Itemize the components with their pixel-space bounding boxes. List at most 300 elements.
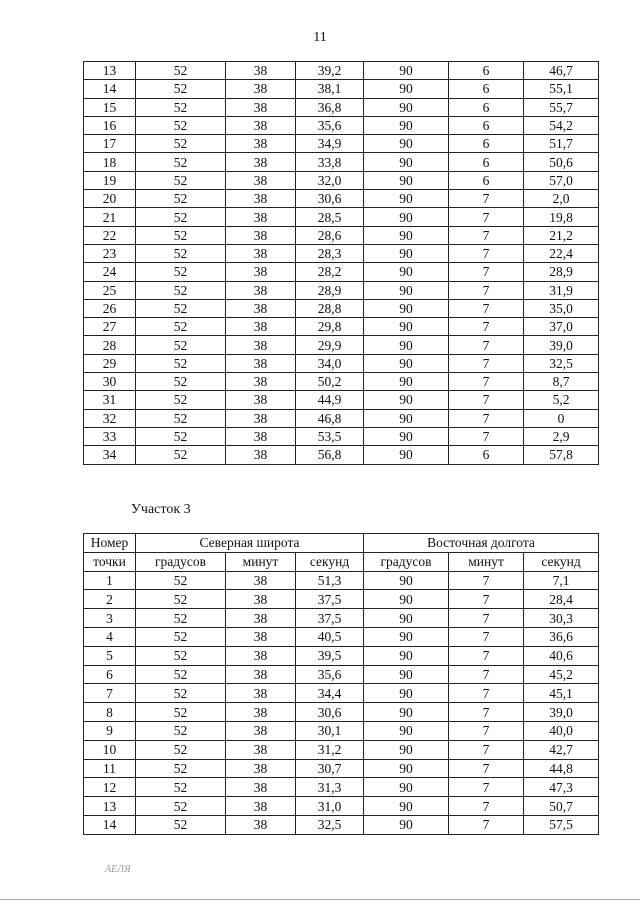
- table-cell: 28,2: [296, 263, 364, 281]
- table-cell: 6: [449, 116, 524, 134]
- table-row: [84, 815, 599, 834]
- table-cell: 54,2: [524, 116, 599, 134]
- table-cell: 90: [364, 665, 449, 684]
- table-cell: 7: [449, 815, 524, 834]
- table-cell: 52: [136, 609, 226, 628]
- table-cell: 52: [136, 778, 226, 797]
- table-cell: 52: [136, 336, 226, 354]
- table-row: [84, 571, 599, 590]
- table-cell: 90: [364, 609, 449, 628]
- table-cell: 51,3: [296, 571, 364, 590]
- table-cell: 38: [226, 336, 296, 354]
- table-cell: 90: [364, 135, 449, 153]
- table-cell: 38: [226, 190, 296, 208]
- table-row: [84, 740, 599, 759]
- table-cell: 52: [136, 373, 226, 391]
- table-cell: 52: [136, 98, 226, 116]
- table-cell: 38: [226, 354, 296, 372]
- table-cell: 90: [364, 740, 449, 759]
- table-cell: 90: [364, 646, 449, 665]
- table-cell: 38: [226, 80, 296, 98]
- header-lon-minutes: минут: [449, 552, 524, 571]
- table-cell: 14: [84, 80, 136, 98]
- table-row: [84, 590, 599, 609]
- table-cell: 39,0: [524, 336, 599, 354]
- table-cell: 90: [364, 226, 449, 244]
- table-cell: 7: [449, 778, 524, 797]
- table-cell: 52: [136, 590, 226, 609]
- table-cell: 35,6: [296, 116, 364, 134]
- table-cell: 56,8: [296, 446, 364, 464]
- table-cell: 53,5: [296, 427, 364, 445]
- table-cell: 13: [84, 62, 136, 80]
- table-cell: 7: [449, 190, 524, 208]
- table-cell: 33: [84, 427, 136, 445]
- table-row: [84, 318, 599, 336]
- table-cell: 39,5: [296, 646, 364, 665]
- table-cell: 28,3: [296, 244, 364, 262]
- table-row: [84, 646, 599, 665]
- table-cell: 38: [226, 571, 296, 590]
- table-cell: 23: [84, 244, 136, 262]
- table-cell: 22: [84, 226, 136, 244]
- table-cell: 90: [364, 318, 449, 336]
- table-cell: 30,1: [296, 721, 364, 740]
- table-cell: 90: [364, 721, 449, 740]
- table-cell: 90: [364, 244, 449, 262]
- table-cell: 7: [449, 208, 524, 226]
- table-cell: 55,7: [524, 98, 599, 116]
- table-row: [84, 759, 599, 778]
- table-cell: 38: [226, 281, 296, 299]
- table-cell: 38: [226, 391, 296, 409]
- table-cell: 90: [364, 446, 449, 464]
- table-cell: 26: [84, 299, 136, 317]
- table-cell: 90: [364, 590, 449, 609]
- table-cell: 90: [364, 116, 449, 134]
- table-row: [84, 281, 599, 299]
- table-cell: 38: [226, 609, 296, 628]
- table-cell: 7: [84, 684, 136, 703]
- table-cell: 38: [226, 590, 296, 609]
- table-cell: 30,6: [296, 703, 364, 722]
- table-cell: 38: [226, 703, 296, 722]
- table-cell: 37,5: [296, 609, 364, 628]
- table-cell: 6: [84, 665, 136, 684]
- table-cell: 57,0: [524, 171, 599, 189]
- table-cell: 22,4: [524, 244, 599, 262]
- table-cell: 90: [364, 263, 449, 281]
- table-row: [84, 391, 599, 409]
- table-cell: 7: [449, 263, 524, 281]
- header-lon-degrees: градусов: [364, 552, 449, 571]
- table-cell: 50,2: [296, 373, 364, 391]
- table-row: [84, 116, 599, 134]
- table-cell: 27: [84, 318, 136, 336]
- table-cell: 38: [226, 62, 296, 80]
- table-cell: 52: [136, 190, 226, 208]
- section-title: Участок 3: [131, 502, 191, 517]
- table-cell: 90: [364, 627, 449, 646]
- table-cell: 50,7: [524, 797, 599, 816]
- table-cell: 52: [136, 759, 226, 778]
- table-cell: 36,6: [524, 627, 599, 646]
- table-cell: 90: [364, 208, 449, 226]
- table-cell: 21,2: [524, 226, 599, 244]
- table-cell: 45,1: [524, 684, 599, 703]
- table-row: [84, 62, 599, 80]
- table-cell: 42,7: [524, 740, 599, 759]
- table-cell: 39,0: [524, 703, 599, 722]
- header-point: точки: [84, 552, 136, 571]
- table-cell: 40,5: [296, 627, 364, 646]
- table-cell: 30: [84, 373, 136, 391]
- table-cell: 31,2: [296, 740, 364, 759]
- table-cell: 6: [449, 446, 524, 464]
- table-cell: 90: [364, 427, 449, 445]
- table-cell: 38: [226, 135, 296, 153]
- table-cell: 90: [364, 299, 449, 317]
- table-cell: 7: [449, 759, 524, 778]
- table-cell: 0: [524, 409, 599, 427]
- table-cell: 16: [84, 116, 136, 134]
- table-cell: 21: [84, 208, 136, 226]
- table-cell: 3: [84, 609, 136, 628]
- table-cell: 14: [84, 815, 136, 834]
- table-row: [84, 98, 599, 116]
- table-cell: 90: [364, 281, 449, 299]
- table-cell: 90: [364, 171, 449, 189]
- table-cell: 90: [364, 153, 449, 171]
- table-row: [84, 153, 599, 171]
- table-cell: 52: [136, 684, 226, 703]
- table-cell: 52: [136, 80, 226, 98]
- table-cell: 34,0: [296, 354, 364, 372]
- header-lat-seconds: секунд: [296, 552, 364, 571]
- table-cell: 52: [136, 665, 226, 684]
- table-cell: 7: [449, 373, 524, 391]
- table-cell: 52: [136, 627, 226, 646]
- table-cell: 90: [364, 98, 449, 116]
- table-cell: 52: [136, 703, 226, 722]
- table-cell: 17: [84, 135, 136, 153]
- table-cell: 52: [136, 153, 226, 171]
- table-cell: 35,6: [296, 665, 364, 684]
- table-cell: 55,1: [524, 80, 599, 98]
- table-cell: 47,3: [524, 778, 599, 797]
- table-cell: 52: [136, 226, 226, 244]
- table-cell: 90: [364, 797, 449, 816]
- table-cell: 8: [84, 703, 136, 722]
- table-cell: 28,4: [524, 590, 599, 609]
- table-cell: 38: [226, 116, 296, 134]
- table-row: [84, 80, 599, 98]
- table-cell: 6: [449, 135, 524, 153]
- table-cell: 7: [449, 740, 524, 759]
- table-row: [84, 409, 599, 427]
- coordinates-table-continued: [83, 61, 599, 465]
- table-cell: 34,9: [296, 135, 364, 153]
- table-row: [84, 703, 599, 722]
- table-cell: 30,6: [296, 190, 364, 208]
- table-cell: 38: [226, 627, 296, 646]
- table-cell: 38: [226, 815, 296, 834]
- table-row: [84, 721, 599, 740]
- table-cell: 2,9: [524, 427, 599, 445]
- table-cell: 52: [136, 299, 226, 317]
- table-row: [84, 336, 599, 354]
- table-cell: 40,0: [524, 721, 599, 740]
- page-number: 11: [313, 30, 327, 45]
- table-cell: 52: [136, 281, 226, 299]
- table-cell: 90: [364, 80, 449, 98]
- table-cell: 38: [226, 226, 296, 244]
- table-cell: 28,8: [296, 299, 364, 317]
- table-cell: 38: [226, 244, 296, 262]
- table-cell: 50,6: [524, 153, 599, 171]
- table-cell: 52: [136, 815, 226, 834]
- table-cell: 90: [364, 571, 449, 590]
- table-row: [84, 354, 599, 372]
- header-lat-degrees: градусов: [136, 552, 226, 571]
- table-cell: 6: [449, 62, 524, 80]
- table-cell: 52: [136, 427, 226, 445]
- table-cell: 7: [449, 590, 524, 609]
- table-cell: 52: [136, 244, 226, 262]
- table-cell: 52: [136, 318, 226, 336]
- table-cell: 52: [136, 135, 226, 153]
- table-cell: 38: [226, 427, 296, 445]
- table-cell: 32,0: [296, 171, 364, 189]
- table-cell: 38: [226, 171, 296, 189]
- table-cell: 7: [449, 627, 524, 646]
- table-cell: 7: [449, 226, 524, 244]
- table-cell: 52: [136, 721, 226, 740]
- header-lon-seconds: секунд: [524, 552, 599, 571]
- table-cell: 7: [449, 409, 524, 427]
- table-cell: 12: [84, 778, 136, 797]
- table-cell: 34: [84, 446, 136, 464]
- table-cell: 7,1: [524, 571, 599, 590]
- table-cell: 90: [364, 684, 449, 703]
- coordinates-table-section-3: [83, 533, 599, 835]
- table-cell: 8,7: [524, 373, 599, 391]
- table-row: [84, 171, 599, 189]
- table-cell: 6: [449, 80, 524, 98]
- table-cell: 29: [84, 354, 136, 372]
- table-cell: 7: [449, 703, 524, 722]
- table-cell: 52: [136, 797, 226, 816]
- table-cell: 7: [449, 299, 524, 317]
- page-bottom-edge: [0, 899, 640, 900]
- table-cell: 19,8: [524, 208, 599, 226]
- table-cell: 30,3: [524, 609, 599, 628]
- table-cell: 90: [364, 409, 449, 427]
- table-cell: 4: [84, 627, 136, 646]
- table-cell: 28,9: [524, 263, 599, 281]
- table-cell: 7: [449, 354, 524, 372]
- table-cell: 90: [364, 354, 449, 372]
- table-cell: 6: [449, 153, 524, 171]
- table-cell: 7: [449, 646, 524, 665]
- table-cell: 38: [226, 759, 296, 778]
- table-cell: 28,6: [296, 226, 364, 244]
- table-cell: 31,9: [524, 281, 599, 299]
- table-cell: 90: [364, 815, 449, 834]
- table-cell: 38: [226, 409, 296, 427]
- table-cell: 10: [84, 740, 136, 759]
- table-cell: 7: [449, 665, 524, 684]
- table-cell: 34,4: [296, 684, 364, 703]
- table-cell: 32,5: [524, 354, 599, 372]
- table-cell: 38: [226, 153, 296, 171]
- table-row: [84, 135, 599, 153]
- header-lat-minutes: минут: [226, 552, 296, 571]
- table-cell: 7: [449, 797, 524, 816]
- header-north-latitude: Северная широта: [136, 534, 364, 553]
- table-cell: 52: [136, 646, 226, 665]
- table-cell: 52: [136, 391, 226, 409]
- table-cell: 24: [84, 263, 136, 281]
- table-cell: 90: [364, 373, 449, 391]
- table-row: [84, 208, 599, 226]
- table-cell: 90: [364, 703, 449, 722]
- table-row: [84, 263, 599, 281]
- table-cell: 38,1: [296, 80, 364, 98]
- table-cell: 52: [136, 740, 226, 759]
- header-row-2: [84, 552, 599, 571]
- table-cell: 7: [449, 281, 524, 299]
- table-cell: 52: [136, 208, 226, 226]
- table-cell: 51,7: [524, 135, 599, 153]
- table-cell: 52: [136, 171, 226, 189]
- table-cell: 38: [226, 208, 296, 226]
- table-row: [84, 627, 599, 646]
- table-cell: 25: [84, 281, 136, 299]
- table-cell: 37,5: [296, 590, 364, 609]
- table-cell: 7: [449, 571, 524, 590]
- table-row: [84, 226, 599, 244]
- table-row: [84, 373, 599, 391]
- table-cell: 38: [226, 684, 296, 703]
- table-cell: 28,9: [296, 281, 364, 299]
- table-cell: 57,8: [524, 446, 599, 464]
- table-cell: 28: [84, 336, 136, 354]
- table-cell: 2,0: [524, 190, 599, 208]
- table-cell: 44,9: [296, 391, 364, 409]
- table-cell: 38: [226, 797, 296, 816]
- table-cell: 28,5: [296, 208, 364, 226]
- table-cell: 7: [449, 427, 524, 445]
- table-cell: 57,5: [524, 815, 599, 834]
- table-cell: 19: [84, 171, 136, 189]
- table-cell: 44,8: [524, 759, 599, 778]
- table-cell: 90: [364, 336, 449, 354]
- table-cell: 52: [136, 409, 226, 427]
- table-cell: 39,2: [296, 62, 364, 80]
- table-row: [84, 609, 599, 628]
- table-cell: 7: [449, 391, 524, 409]
- table-cell: 38: [226, 446, 296, 464]
- table-cell: 90: [364, 62, 449, 80]
- table-cell: 33,8: [296, 153, 364, 171]
- table-cell: 90: [364, 190, 449, 208]
- table-cell: 7: [449, 684, 524, 703]
- table-cell: 37,0: [524, 318, 599, 336]
- table-cell: 52: [136, 354, 226, 372]
- table-row: [84, 446, 599, 464]
- table-cell: 18: [84, 153, 136, 171]
- table-cell: 6: [449, 98, 524, 116]
- table-row: [84, 684, 599, 703]
- table-cell: 38: [226, 263, 296, 281]
- table-cell: 5: [84, 646, 136, 665]
- table-cell: 13: [84, 797, 136, 816]
- footer-stamp: АЕЛЯ: [105, 864, 131, 875]
- table-cell: 2: [84, 590, 136, 609]
- table-row: [84, 299, 599, 317]
- table-cell: 90: [364, 759, 449, 778]
- table-cell: 38: [226, 778, 296, 797]
- table-cell: 31: [84, 391, 136, 409]
- table-cell: 1: [84, 571, 136, 590]
- table-cell: 45,2: [524, 665, 599, 684]
- table-cell: 29,8: [296, 318, 364, 336]
- table-cell: 90: [364, 391, 449, 409]
- table-cell: 90: [364, 778, 449, 797]
- table-cell: 9: [84, 721, 136, 740]
- table-cell: 7: [449, 609, 524, 628]
- table-cell: 7: [449, 721, 524, 740]
- table-row: [84, 665, 599, 684]
- table-cell: 30,7: [296, 759, 364, 778]
- table-cell: 6: [449, 171, 524, 189]
- table-cell: 7: [449, 318, 524, 336]
- table-cell: 38: [226, 318, 296, 336]
- table-row: [84, 190, 599, 208]
- table-row: [84, 244, 599, 262]
- table-cell: 52: [136, 62, 226, 80]
- header-point-number: Номер: [84, 534, 136, 553]
- table-cell: 52: [136, 263, 226, 281]
- table-cell: 52: [136, 571, 226, 590]
- header-row-1: [84, 534, 599, 553]
- table-cell: 35,0: [524, 299, 599, 317]
- table-cell: 7: [449, 244, 524, 262]
- table-cell: 38: [226, 299, 296, 317]
- table-cell: 29,9: [296, 336, 364, 354]
- table-cell: 32: [84, 409, 136, 427]
- header-east-longitude: Восточная долгота: [364, 534, 599, 553]
- table-cell: 38: [226, 721, 296, 740]
- table-cell: 52: [136, 446, 226, 464]
- table-cell: 46,8: [296, 409, 364, 427]
- table-cell: 31,0: [296, 797, 364, 816]
- table-cell: 7: [449, 336, 524, 354]
- table-cell: 46,7: [524, 62, 599, 80]
- table-cell: 52: [136, 116, 226, 134]
- table-cell: 36,8: [296, 98, 364, 116]
- table-cell: 20: [84, 190, 136, 208]
- table-row: [84, 778, 599, 797]
- table-cell: 38: [226, 740, 296, 759]
- table-row: [84, 797, 599, 816]
- table-cell: 38: [226, 98, 296, 116]
- table-cell: 5,2: [524, 391, 599, 409]
- table-cell: 31,3: [296, 778, 364, 797]
- table-cell: 32,5: [296, 815, 364, 834]
- table-cell: 40,6: [524, 646, 599, 665]
